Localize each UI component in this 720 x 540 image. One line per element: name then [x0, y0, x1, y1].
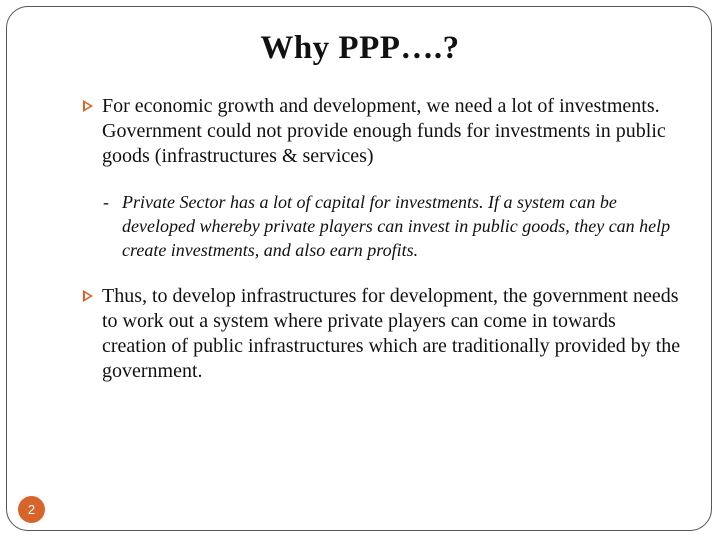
bullet-text-1: For economic growth and development, we need a lot of investments. Government could not provide enough funds for investments in public goods (infrastructures & services)	[102, 95, 666, 167]
bullet-arrow-icon	[83, 100, 93, 112]
sub-bullet-text: Private Sector has a lot of capital for investments. If a system can be developed whereby private players can invest in public goods, they can help create investments, and also earn profits.	[122, 192, 671, 260]
sub-bullet-item	[103, 190, 683, 262]
page-number-badge	[18, 496, 45, 523]
bullet-item-1	[83, 94, 683, 169]
bullet-text-2: Thus, to develop infrastructures for development, the government needs to work out a system where private players can come in towards creation of public infrastructures which are traditionally provided by the government.	[102, 285, 681, 382]
sub-bullet-dash: -	[103, 192, 109, 212]
page-number: 2	[27, 502, 36, 517]
bullet-arrow-icon	[83, 290, 93, 302]
slide-frame	[6, 6, 712, 531]
slide-title: Why PPP….?	[260, 30, 460, 66]
bullet-item-2	[83, 284, 683, 384]
